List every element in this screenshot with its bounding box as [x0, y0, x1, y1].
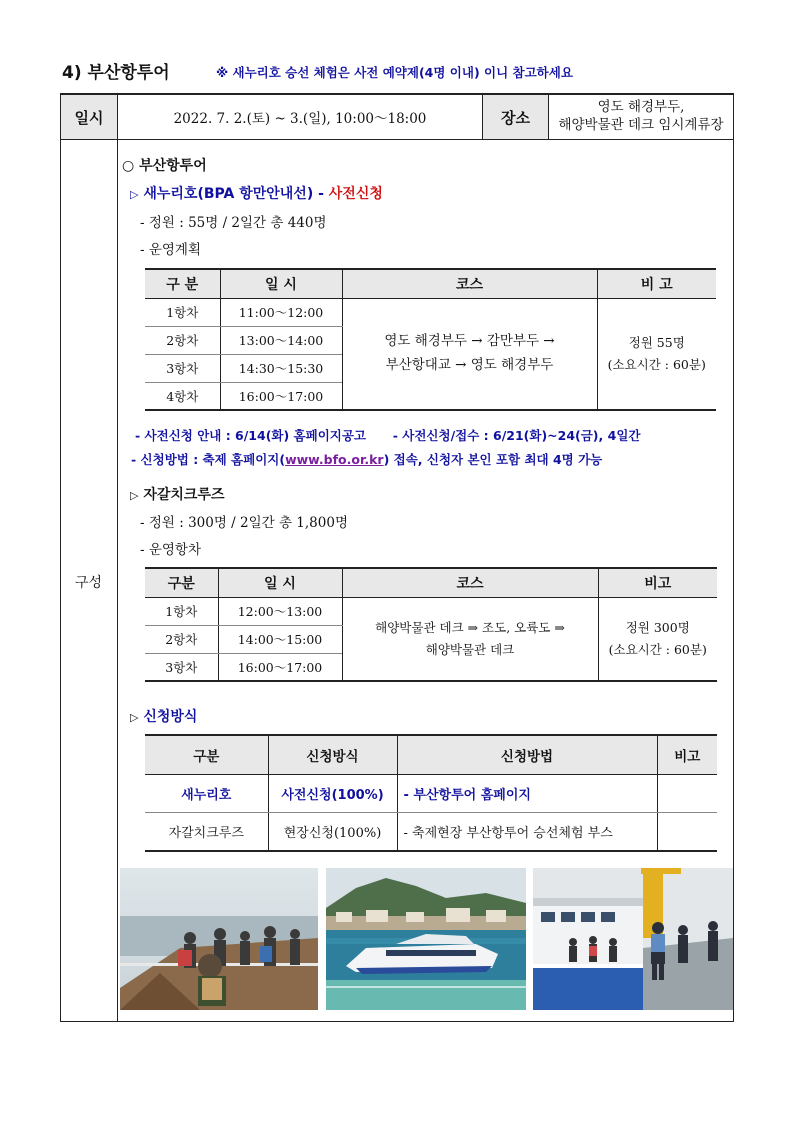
trip-cell: 3항차	[145, 354, 220, 382]
course-line-2: 해양박물관 데크	[425, 641, 515, 657]
note-line-2: (소요시간 : 60분)	[607, 356, 706, 372]
photo-boarding	[533, 868, 733, 1010]
col-header: 비고	[657, 735, 717, 775]
note-line-1: 정원 300명	[625, 619, 690, 635]
photo-deck-passengers	[120, 868, 318, 1010]
notice-method-pre: - 신청방법 : 축제 홈페이지(	[131, 452, 286, 467]
note-line-1: 정원 55명	[628, 334, 685, 350]
mode-cell: 사전신청(100%)	[268, 775, 397, 813]
pre-apply-tag: 사전신청	[328, 186, 383, 202]
apply-method-table	[145, 734, 717, 852]
course-line-2: 부산항대교 → 영도 해경부두	[385, 356, 554, 373]
note-cell	[657, 813, 717, 852]
course-line-1: 영도 해경부두 → 감만부두 →	[384, 333, 555, 350]
col-header: 신청방법	[397, 735, 657, 775]
circle-bullet-icon: ○	[122, 158, 135, 174]
section-heading	[122, 155, 207, 175]
festival-homepage-link[interactable]: www.bfo.or.kr	[285, 452, 384, 467]
saenuri-schedule-table	[145, 268, 716, 411]
saenuri-title: 새누리호(BPA 항만안내선) -	[143, 186, 324, 202]
note-cell	[597, 298, 716, 410]
time-cell: 16:00～17:00	[218, 653, 342, 681]
col-header: 신청방식	[268, 735, 397, 775]
method-cell: - 부산항투어 홈페이지	[397, 775, 657, 813]
jagalchi-heading	[130, 484, 225, 504]
jagalchi-schedule-table	[145, 567, 717, 682]
jagalchi-plan: - 운영항차	[140, 542, 202, 558]
col-header: 일 시	[218, 568, 342, 597]
notice-announce	[135, 426, 640, 444]
note-cell	[598, 597, 717, 681]
section-heading-text: 부산항투어	[139, 158, 207, 174]
course-line-1: 해양박물관 데크 ⇒ 조도, 오륙도 ⇒	[375, 619, 565, 635]
saenuri-capacity: - 정원 : 55명 / 2일간 총 440명	[140, 215, 327, 231]
course-cell	[342, 298, 597, 410]
trip-cell: 1항차	[145, 597, 218, 625]
row-label: 구성	[74, 575, 103, 591]
photo-ferry	[326, 868, 526, 1010]
date-label: 일시	[61, 95, 118, 139]
place-line-2: 해양박물관 데크 임시계류장	[558, 117, 724, 133]
col-header: 일 시	[220, 269, 342, 298]
place-line-1: 영도 해경부두,	[597, 99, 685, 116]
mode-cell: 현장신청(100%)	[268, 813, 397, 852]
notice-announce-a: - 사전신청 안내 : 6/14(화) 홈페이지공고	[135, 428, 367, 443]
trip-cell: 3항차	[145, 653, 218, 681]
col-header: 구 분	[145, 269, 220, 298]
place-value	[549, 95, 733, 139]
place-label: 장소	[483, 95, 549, 139]
frame-divider	[117, 140, 118, 1022]
method-cell: - 축제현장 부산항투어 승선체험 부스	[397, 813, 657, 852]
time-cell: 13:00～14:00	[220, 326, 342, 354]
jagalchi-capacity: - 정원 : 300명 / 2일간 총 1,800명	[140, 515, 348, 531]
notice-method-post: ) 접속, 신청자 본인 포함 최대 4명 가능	[383, 452, 603, 467]
col-header: 코스	[342, 269, 597, 298]
notice-method	[131, 450, 602, 468]
col-header: 비고	[598, 568, 717, 597]
table-row	[145, 813, 717, 852]
note-cell	[657, 775, 717, 813]
apply-title: 신청방식	[143, 709, 198, 725]
trip-cell: 1항차	[145, 298, 220, 326]
trip-cell: 2항차	[145, 625, 218, 653]
apply-heading	[130, 706, 197, 726]
col-header: 구분	[145, 735, 268, 775]
saenuri-heading	[130, 183, 383, 203]
page-title: 4) 부산항투어	[62, 63, 170, 83]
notice-announce-b: - 사전신청/접수 : 6/21(화)~24(금), 4일간	[392, 428, 641, 443]
col-header: 비 고	[597, 269, 716, 298]
date-value: 2022. 7. 2.(토) ~ 3.(일), 10:00～18:00	[118, 95, 483, 139]
table-row	[145, 775, 717, 813]
course-cell	[342, 597, 598, 681]
trip-cell: 2항차	[145, 326, 220, 354]
time-cell: 14:00～15:00	[218, 625, 342, 653]
trip-cell: 4항차	[145, 382, 220, 410]
reservation-note: ※ 새누리호 승선 체험은 사전 예약제(4명 이내) 이니 참고하세요	[216, 65, 573, 80]
time-cell: 12:00～13:00	[218, 597, 342, 625]
triangle-bullet-icon: ▷	[130, 188, 139, 201]
type-cell: 새누리호	[145, 775, 268, 813]
triangle-bullet-icon: ▷	[130, 489, 139, 502]
type-cell: 자갈치크루즈	[145, 813, 268, 852]
jagalchi-title: 자갈치크루즈	[143, 487, 225, 503]
col-header: 코스	[342, 568, 598, 597]
time-cell: 11:00～12:00	[220, 298, 342, 326]
time-cell: 14:30～15:30	[220, 354, 342, 382]
note-line-2: (소요시간 : 60분)	[608, 641, 707, 657]
saenuri-plan: - 운영계획	[140, 242, 202, 258]
header-table	[60, 93, 734, 140]
col-header: 구분	[145, 568, 218, 597]
triangle-bullet-icon: ▷	[130, 711, 139, 724]
time-cell: 16:00～17:00	[220, 382, 342, 410]
